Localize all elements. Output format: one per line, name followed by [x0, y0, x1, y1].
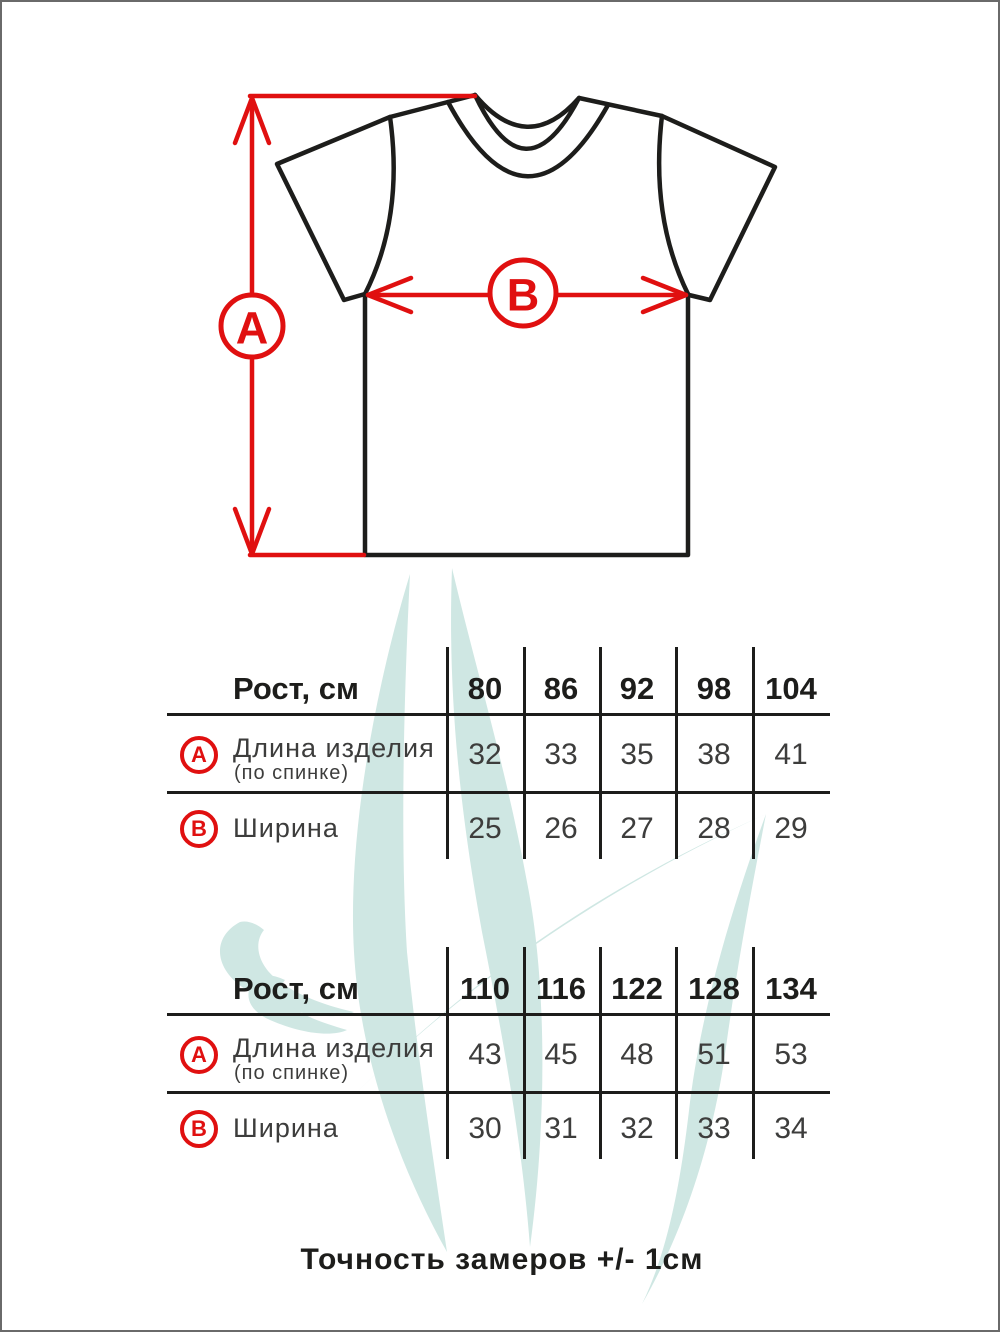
- height-header-label: Рост, см: [233, 971, 359, 1006]
- width-value: 32: [620, 1112, 654, 1145]
- collar-band-arc: [475, 95, 579, 149]
- table-vline: [523, 947, 526, 1159]
- table-vline: [675, 647, 678, 859]
- width-value: 27: [620, 812, 654, 845]
- table-hline: [167, 713, 830, 716]
- length-value: 32: [468, 738, 502, 771]
- length-row-sublabel: (по спинке): [234, 762, 349, 784]
- row-marker-a-badge: [180, 736, 218, 774]
- length-value: 51: [697, 1038, 731, 1071]
- size-table-110-134: [167, 947, 830, 1159]
- row-marker-a-letter: A: [191, 1042, 207, 1067]
- table-vline: [446, 647, 449, 859]
- row-marker-b-badge: [180, 810, 218, 848]
- table-vline: [599, 947, 602, 1159]
- size-column-header: 98: [696, 671, 732, 706]
- measure-a-letter: A: [235, 302, 269, 354]
- size-column-header: 80: [467, 671, 503, 706]
- tolerance-note: Точность замеров +/- 1см: [300, 1243, 704, 1276]
- width-value: 26: [544, 812, 578, 845]
- size-column-header: 92: [619, 671, 655, 706]
- width-value: 25: [468, 812, 502, 845]
- size-column-header: 116: [535, 971, 587, 1006]
- length-value: 38: [697, 738, 731, 771]
- width-value: 31: [544, 1112, 578, 1145]
- width-value: 28: [697, 812, 731, 845]
- width-value: 30: [468, 1112, 502, 1145]
- table-vline: [599, 647, 602, 859]
- table-vline: [675, 947, 678, 1159]
- size-column-header: 134: [765, 971, 817, 1006]
- width-value: 29: [774, 812, 808, 845]
- size-column-header: 104: [765, 671, 817, 706]
- row-marker-b-letter: B: [191, 1116, 207, 1141]
- table-vline: [752, 647, 755, 859]
- tshirt-diagram: [2, 2, 1000, 622]
- size-column-header: 86: [543, 671, 579, 706]
- table-hline: [167, 1013, 830, 1016]
- size-column-header: 128: [688, 971, 740, 1006]
- table-hline: [167, 1091, 830, 1094]
- measure-lines: [235, 96, 686, 555]
- length-row-sublabel: (по спинке): [234, 1062, 349, 1084]
- width-value: 34: [774, 1112, 808, 1145]
- row-marker-a-badge: [180, 1036, 218, 1074]
- length-value: 43: [468, 1038, 502, 1071]
- size-table-80-104: [167, 647, 830, 859]
- width-row-label: Ширина: [233, 813, 339, 843]
- width-row-label: Ширина: [233, 1113, 339, 1143]
- length-value: 48: [620, 1038, 654, 1071]
- row-marker-b-letter: B: [191, 816, 207, 841]
- length-value: 33: [544, 738, 578, 771]
- row-marker-b-badge: [180, 1110, 218, 1148]
- table-vline: [752, 947, 755, 1159]
- length-value: 35: [620, 738, 654, 771]
- row-marker-a-letter: A: [191, 742, 207, 767]
- length-value: 45: [544, 1038, 578, 1071]
- table-vline: [523, 647, 526, 859]
- height-header-label: Рост, см: [233, 671, 359, 706]
- width-value: 33: [697, 1112, 731, 1145]
- size-column-header: 110: [459, 971, 511, 1006]
- length-value: 41: [774, 738, 808, 771]
- length-row-label: Длина изделия: [233, 1033, 435, 1063]
- table-hline: [167, 791, 830, 794]
- length-row-label: Длина изделия: [233, 733, 435, 763]
- measure-b-letter: B: [506, 269, 540, 321]
- size-column-header: 122: [611, 971, 663, 1006]
- length-value: 53: [774, 1038, 808, 1071]
- table-vline: [446, 947, 449, 1159]
- collar-front-arc: [448, 102, 608, 176]
